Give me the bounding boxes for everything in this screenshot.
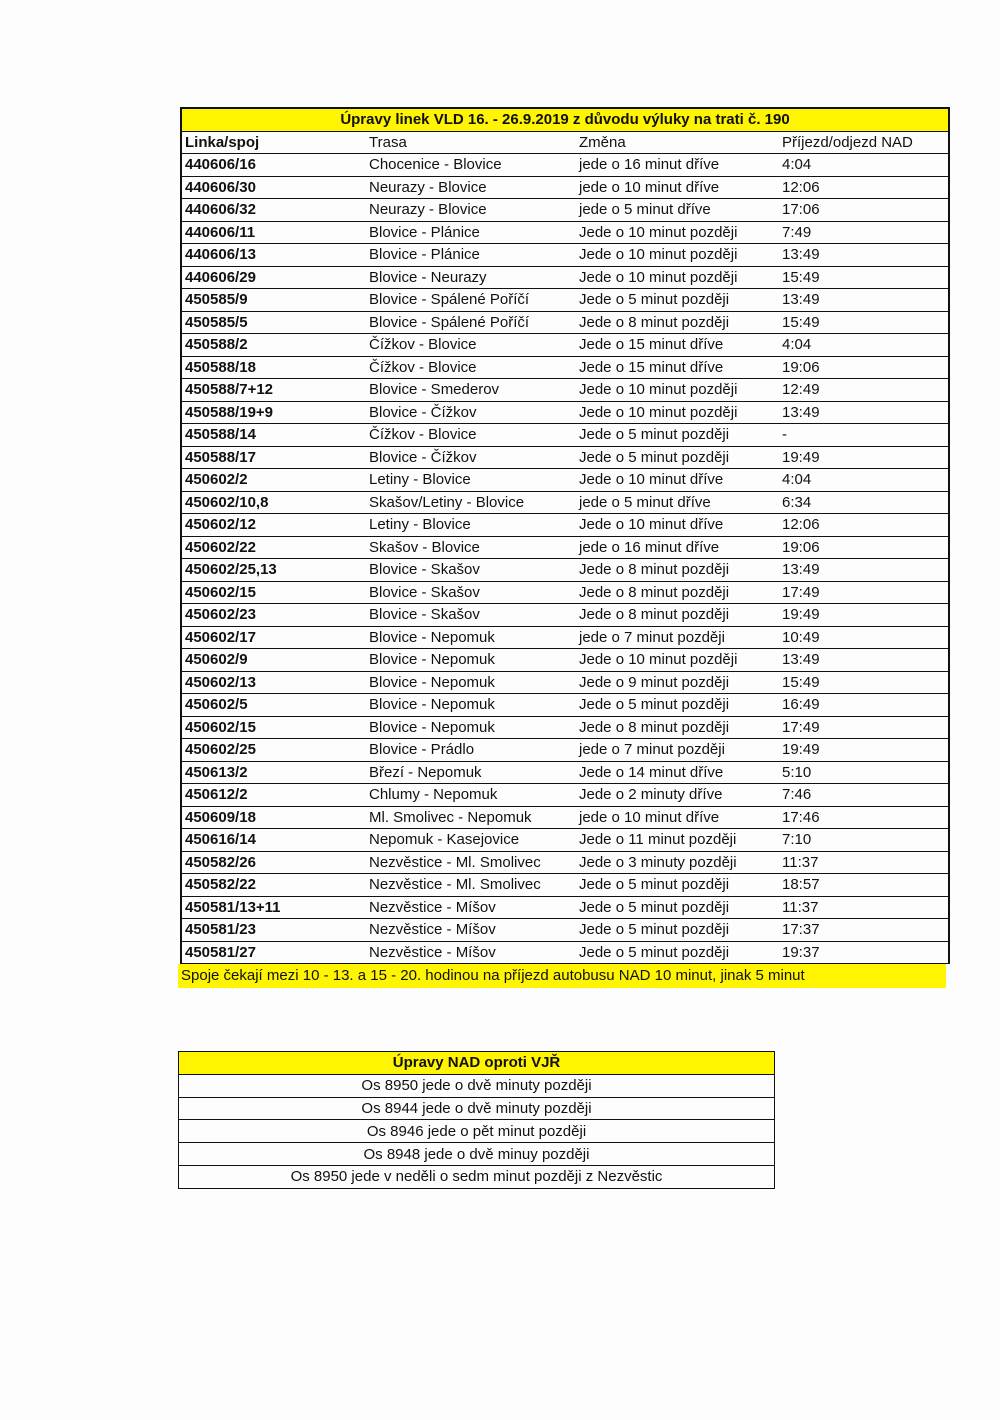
change-cell: Jede o 10 minut dříve	[576, 514, 779, 537]
route-cell: Letiny - Blovice	[366, 514, 576, 537]
change-cell: jede o 10 minut dříve	[576, 806, 779, 829]
change-cell: jede o 10 minut dříve	[576, 176, 779, 199]
route-cell: Neurazy - Blovice	[366, 199, 576, 222]
time-cell: 11:37	[779, 896, 949, 919]
time-cell: 4:04	[779, 154, 949, 177]
time-cell: 13:49	[779, 649, 949, 672]
change-cell: jede o 5 minut dříve	[576, 491, 779, 514]
table-title: Úpravy linek VLD 16. - 26.9.2019 z důvodu výluky na trati č. 190	[181, 108, 949, 131]
table-title-row	[181, 108, 949, 131]
line-cell: 450588/18	[181, 356, 366, 379]
nad-row-text: Os 8950 jede o dvě minuty později	[179, 1074, 775, 1097]
line-cell: 450581/23	[181, 919, 366, 942]
table-row	[181, 289, 949, 312]
route-cell: Blovice - Skašov	[366, 581, 576, 604]
table-row	[181, 199, 949, 222]
line-cell: 440606/30	[181, 176, 366, 199]
header-change: Změna	[576, 131, 779, 154]
time-cell: 13:49	[779, 289, 949, 312]
route-cell: Skašov - Blovice	[366, 536, 576, 559]
table-row	[181, 266, 949, 289]
route-cell: Blovice - Nepomuk	[366, 716, 576, 739]
route-cell: Blovice - Čížkov	[366, 401, 576, 424]
nad-row	[179, 1165, 775, 1188]
table-row	[181, 806, 949, 829]
route-cell: Nezvěstice - Míšov	[366, 941, 576, 964]
route-cell: Blovice - Plánice	[366, 244, 576, 267]
change-cell: Jede o 5 minut později	[576, 446, 779, 469]
route-cell: Čížkov - Blovice	[366, 356, 576, 379]
change-cell: Jede o 5 minut později	[576, 874, 779, 897]
table-row	[181, 176, 949, 199]
time-cell: 17:49	[779, 716, 949, 739]
route-cell: Neurazy - Blovice	[366, 176, 576, 199]
line-cell: 450582/22	[181, 874, 366, 897]
route-cell: Nezvěstice - Ml. Smolivec	[366, 874, 576, 897]
table-row	[181, 716, 949, 739]
time-cell: 15:49	[779, 266, 949, 289]
change-cell: jede o 16 minut dříve	[576, 536, 779, 559]
header-line: Linka/spoj	[181, 131, 366, 154]
change-cell: Jede o 10 minut později	[576, 401, 779, 424]
line-cell: 450602/5	[181, 694, 366, 717]
waiting-note: Spoje čekají mezi 10 - 13. a 15 - 20. hodinou na příjezd autobusu NAD 10 minut, jinak 5 minut	[178, 964, 946, 988]
time-cell: 10:49	[779, 626, 949, 649]
nad-row	[179, 1120, 775, 1143]
route-cell: Chocenice - Blovice	[366, 154, 576, 177]
route-cell: Chlumy - Nepomuk	[366, 784, 576, 807]
change-cell: Jede o 5 minut později	[576, 424, 779, 447]
line-cell: 450602/25	[181, 739, 366, 762]
line-cell: 450585/9	[181, 289, 366, 312]
time-cell: 19:37	[779, 941, 949, 964]
change-cell: Jede o 10 minut později	[576, 221, 779, 244]
route-cell: Blovice - Nepomuk	[366, 626, 576, 649]
line-cell: 450602/2	[181, 469, 366, 492]
change-cell: Jede o 10 minut později	[576, 379, 779, 402]
table-row	[181, 626, 949, 649]
table-row	[181, 311, 949, 334]
route-cell: Letiny - Blovice	[366, 469, 576, 492]
header-time: Příjezd/odjezd NAD	[779, 131, 949, 154]
line-cell: 450602/25,13	[181, 559, 366, 582]
change-cell: Jede o 14 minut dříve	[576, 761, 779, 784]
nad-row	[179, 1097, 775, 1120]
time-cell: 12:06	[779, 176, 949, 199]
table-row	[181, 424, 949, 447]
nad-row	[179, 1143, 775, 1166]
route-cell: Blovice - Skašov	[366, 559, 576, 582]
table-row	[181, 154, 949, 177]
line-cell: 450585/5	[181, 311, 366, 334]
table-row	[181, 334, 949, 357]
table-row	[181, 941, 949, 964]
route-cell: Blovice - Prádlo	[366, 739, 576, 762]
table-row	[181, 739, 949, 762]
route-cell: Nezvěstice - Míšov	[366, 919, 576, 942]
table-row	[181, 784, 949, 807]
change-cell: Jede o 9 minut později	[576, 671, 779, 694]
route-cell: Blovice - Čížkov	[366, 446, 576, 469]
line-cell: 440606/32	[181, 199, 366, 222]
time-cell: 6:34	[779, 491, 949, 514]
time-cell: 7:46	[779, 784, 949, 807]
change-cell: Jede o 5 minut později	[576, 941, 779, 964]
table-header-row	[181, 131, 949, 154]
table-row	[181, 761, 949, 784]
vld-changes-table	[180, 107, 950, 964]
line-cell: 440606/13	[181, 244, 366, 267]
time-cell: 13:49	[779, 559, 949, 582]
line-cell: 450581/13+11	[181, 896, 366, 919]
time-cell: 13:49	[779, 401, 949, 424]
route-cell: Blovice - Plánice	[366, 221, 576, 244]
route-cell: Nezvěstice - Ml. Smolivec	[366, 851, 576, 874]
line-cell: 440606/29	[181, 266, 366, 289]
table-row	[181, 604, 949, 627]
route-cell: Blovice - Skašov	[366, 604, 576, 627]
route-cell: Čížkov - Blovice	[366, 334, 576, 357]
line-cell: 450588/7+12	[181, 379, 366, 402]
table-row	[181, 514, 949, 537]
line-cell: 450588/17	[181, 446, 366, 469]
nad-row-text: Os 8948 jede o dvě minuy později	[179, 1143, 775, 1166]
nad-title-row	[179, 1052, 775, 1075]
line-cell: 450602/15	[181, 581, 366, 604]
line-cell: 450581/27	[181, 941, 366, 964]
time-cell: 18:57	[779, 874, 949, 897]
nad-row-text: Os 8950 jede v neděli o sedm minut později z Nezvěstic	[179, 1165, 775, 1188]
time-cell: 12:06	[779, 514, 949, 537]
time-cell: 17:06	[779, 199, 949, 222]
time-cell: 17:37	[779, 919, 949, 942]
route-cell: Blovice - Nepomuk	[366, 694, 576, 717]
change-cell: Jede o 10 minut později	[576, 244, 779, 267]
time-cell: 15:49	[779, 311, 949, 334]
table-row	[181, 491, 949, 514]
time-cell: 7:49	[779, 221, 949, 244]
time-cell: 7:10	[779, 829, 949, 852]
route-cell: Čížkov - Blovice	[366, 424, 576, 447]
line-cell: 450609/18	[181, 806, 366, 829]
table-row	[181, 559, 949, 582]
route-cell: Blovice - Nepomuk	[366, 671, 576, 694]
change-cell: jede o 7 minut později	[576, 739, 779, 762]
change-cell: Jede o 8 minut později	[576, 716, 779, 739]
nad-row-text: Os 8946 jede o pět minut později	[179, 1120, 775, 1143]
table-row	[181, 356, 949, 379]
time-cell: 5:10	[779, 761, 949, 784]
table-row	[181, 649, 949, 672]
nad-changes-table	[178, 1051, 775, 1189]
route-cell: Ml. Smolivec - Nepomuk	[366, 806, 576, 829]
route-cell: Blovice - Nepomuk	[366, 649, 576, 672]
line-cell: 450612/2	[181, 784, 366, 807]
route-cell: Nepomuk - Kasejovice	[366, 829, 576, 852]
table-row	[181, 221, 949, 244]
time-cell: 19:06	[779, 356, 949, 379]
change-cell: Jede o 10 minut později	[576, 266, 779, 289]
change-cell: Jede o 3 minuty později	[576, 851, 779, 874]
time-cell: 19:06	[779, 536, 949, 559]
time-cell: 19:49	[779, 739, 949, 762]
time-cell: 4:04	[779, 334, 949, 357]
table-row	[181, 244, 949, 267]
vld-changes-block	[180, 107, 948, 988]
change-cell: Jede o 15 minut dříve	[576, 334, 779, 357]
route-cell: Blovice - Smederov	[366, 379, 576, 402]
table-row	[181, 694, 949, 717]
time-cell: 15:49	[779, 671, 949, 694]
time-cell: -	[779, 424, 949, 447]
time-cell: 11:37	[779, 851, 949, 874]
route-cell: Blovice - Neurazy	[366, 266, 576, 289]
table-row	[181, 401, 949, 424]
line-cell: 450588/14	[181, 424, 366, 447]
time-cell: 4:04	[779, 469, 949, 492]
table-row	[181, 581, 949, 604]
table-row	[181, 829, 949, 852]
change-cell: Jede o 5 minut později	[576, 694, 779, 717]
line-cell: 450616/14	[181, 829, 366, 852]
change-cell: jede o 16 minut dříve	[576, 154, 779, 177]
time-cell: 16:49	[779, 694, 949, 717]
table-row	[181, 536, 949, 559]
change-cell: jede o 5 minut dříve	[576, 199, 779, 222]
line-cell: 450588/19+9	[181, 401, 366, 424]
change-cell: Jede o 5 minut později	[576, 919, 779, 942]
change-cell: Jede o 8 minut později	[576, 311, 779, 334]
line-cell: 450602/12	[181, 514, 366, 537]
route-cell: Březí - Nepomuk	[366, 761, 576, 784]
line-cell: 450602/15	[181, 716, 366, 739]
table-row	[181, 469, 949, 492]
time-cell: 17:46	[779, 806, 949, 829]
time-cell: 17:49	[779, 581, 949, 604]
change-cell: jede o 7 minut později	[576, 626, 779, 649]
change-cell: Jede o 5 minut později	[576, 896, 779, 919]
time-cell: 13:49	[779, 244, 949, 267]
table-row	[181, 874, 949, 897]
line-cell: 440606/16	[181, 154, 366, 177]
route-cell: Nezvěstice - Míšov	[366, 896, 576, 919]
change-cell: Jede o 2 minuty dříve	[576, 784, 779, 807]
time-cell: 12:49	[779, 379, 949, 402]
nad-row	[179, 1074, 775, 1097]
table-row	[181, 671, 949, 694]
route-cell: Skašov/Letiny - Blovice	[366, 491, 576, 514]
change-cell: Jede o 10 minut později	[576, 649, 779, 672]
time-cell: 19:49	[779, 446, 949, 469]
change-cell: Jede o 8 minut později	[576, 581, 779, 604]
line-cell: 440606/11	[181, 221, 366, 244]
route-cell: Blovice - Spálené Poříčí	[366, 311, 576, 334]
table-row	[181, 919, 949, 942]
header-route: Trasa	[366, 131, 576, 154]
nad-row-text: Os 8944 jede o dvě minuty později	[179, 1097, 775, 1120]
line-cell: 450582/26	[181, 851, 366, 874]
table-row	[181, 896, 949, 919]
change-cell: Jede o 5 minut později	[576, 289, 779, 312]
change-cell: Jede o 15 minut dříve	[576, 356, 779, 379]
line-cell: 450613/2	[181, 761, 366, 784]
table-row	[181, 851, 949, 874]
table-row	[181, 379, 949, 402]
change-cell: Jede o 11 minut později	[576, 829, 779, 852]
change-cell: Jede o 8 minut později	[576, 559, 779, 582]
change-cell: Jede o 10 minut dříve	[576, 469, 779, 492]
table-row	[181, 446, 949, 469]
line-cell: 450602/10,8	[181, 491, 366, 514]
route-cell: Blovice - Spálené Poříčí	[366, 289, 576, 312]
change-cell: Jede o 8 minut později	[576, 604, 779, 627]
line-cell: 450602/22	[181, 536, 366, 559]
time-cell: 19:49	[779, 604, 949, 627]
line-cell: 450588/2	[181, 334, 366, 357]
line-cell: 450602/13	[181, 671, 366, 694]
nad-table-title: Úpravy NAD oproti VJŘ	[179, 1052, 775, 1075]
line-cell: 450602/9	[181, 649, 366, 672]
line-cell: 450602/23	[181, 604, 366, 627]
line-cell: 450602/17	[181, 626, 366, 649]
